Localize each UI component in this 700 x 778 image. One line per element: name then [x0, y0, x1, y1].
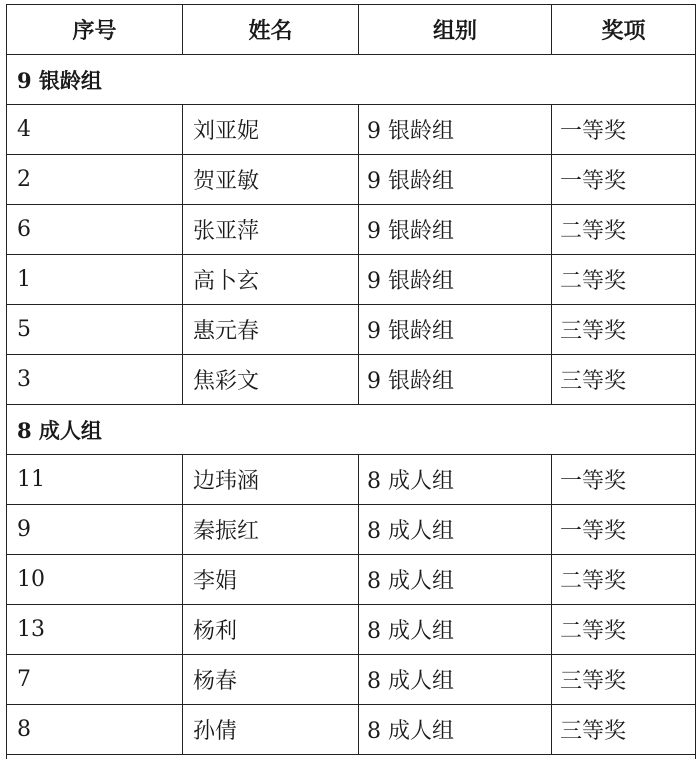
cell-name: 杨利	[183, 605, 359, 655]
table-row	[7, 555, 696, 605]
cell-award: 二等奖	[552, 555, 696, 605]
cell-seq: 5	[7, 305, 183, 355]
cell-award: 三等奖	[552, 655, 696, 705]
table-row	[7, 205, 696, 255]
cell-award: 二等奖	[552, 205, 696, 255]
table-row	[7, 105, 696, 155]
table-row	[7, 355, 696, 405]
cell-name: 张亚萍	[183, 205, 359, 255]
cell-group: 8 成人组	[359, 605, 552, 655]
table-row	[7, 255, 696, 305]
group-heading: 9 银龄组	[7, 55, 696, 105]
cell-name: 边玮涵	[183, 455, 359, 505]
cell-seq: 9	[7, 505, 183, 555]
cell-award: 一等奖	[552, 105, 696, 155]
cell-group: 8 成人组	[359, 505, 552, 555]
cell-award: 一等奖	[552, 155, 696, 205]
cell-seq: 4	[7, 105, 183, 155]
table-continuation-cell	[7, 755, 696, 759]
cell-group: 9 银龄组	[359, 155, 552, 205]
cell-award: 二等奖	[552, 605, 696, 655]
cell-name: 惠元春	[183, 305, 359, 355]
cell-name: 杨春	[183, 655, 359, 705]
header-group: 组别	[359, 5, 552, 55]
group-heading-row	[7, 55, 696, 105]
cell-seq: 6	[7, 205, 183, 255]
cell-group: 8 成人组	[359, 455, 552, 505]
cell-seq: 7	[7, 655, 183, 705]
cell-award: 三等奖	[552, 705, 696, 755]
table-continuation	[7, 755, 696, 759]
cell-group: 9 银龄组	[359, 305, 552, 355]
cell-name: 高卜玄	[183, 255, 359, 305]
table-row	[7, 305, 696, 355]
cell-name: 秦振红	[183, 505, 359, 555]
table-row	[7, 505, 696, 555]
cell-award: 三等奖	[552, 305, 696, 355]
cell-name: 孙倩	[183, 705, 359, 755]
table-row	[7, 655, 696, 705]
cell-award: 二等奖	[552, 255, 696, 305]
cell-award: 三等奖	[552, 355, 696, 405]
header-name: 姓名	[183, 5, 359, 55]
cell-name: 李娟	[183, 555, 359, 605]
cell-seq: 2	[7, 155, 183, 205]
cell-seq: 8	[7, 705, 183, 755]
table-row	[7, 455, 696, 505]
group-heading: 8 成人组	[7, 405, 696, 455]
header-award: 奖项	[552, 5, 696, 55]
table-row	[7, 605, 696, 655]
cell-group: 9 银龄组	[359, 105, 552, 155]
cell-seq: 1	[7, 255, 183, 305]
header-seq: 序号	[7, 5, 183, 55]
cell-seq: 10	[7, 555, 183, 605]
cell-seq: 13	[7, 605, 183, 655]
cell-group: 9 银龄组	[359, 355, 552, 405]
cell-award: 一等奖	[552, 505, 696, 555]
cell-name: 刘亚妮	[183, 105, 359, 155]
group-heading-row	[7, 405, 696, 455]
header-row	[7, 5, 696, 55]
cell-group: 9 银龄组	[359, 255, 552, 305]
cell-group: 8 成人组	[359, 705, 552, 755]
cell-group: 8 成人组	[359, 655, 552, 705]
cell-award: 一等奖	[552, 455, 696, 505]
cell-seq: 11	[7, 455, 183, 505]
awards-table	[6, 4, 696, 759]
cell-name: 贺亚敏	[183, 155, 359, 205]
table-row	[7, 705, 696, 755]
cell-group: 8 成人组	[359, 555, 552, 605]
cell-seq: 3	[7, 355, 183, 405]
table-row	[7, 155, 696, 205]
cell-name: 焦彩文	[183, 355, 359, 405]
cell-group: 9 银龄组	[359, 205, 552, 255]
